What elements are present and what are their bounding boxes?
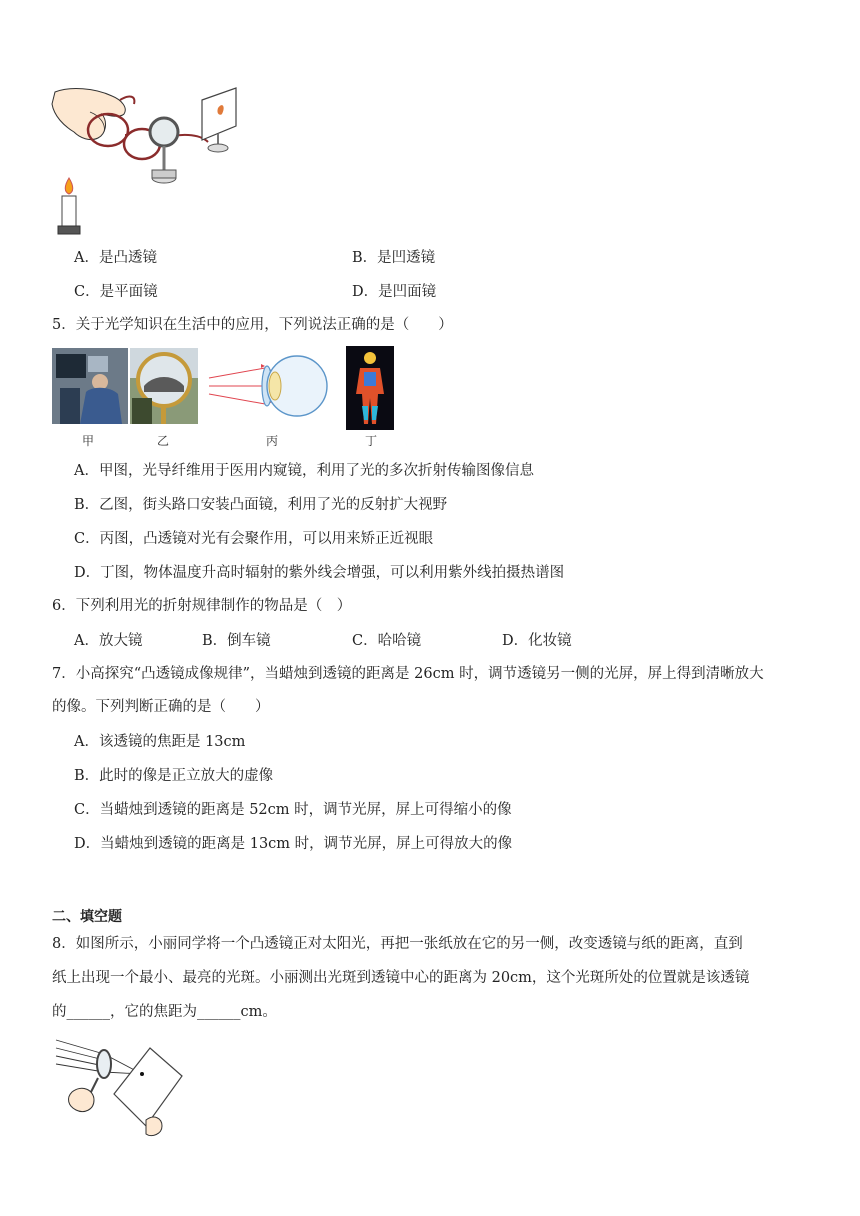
q7-option-d: D．当蜡烛到透镜的距离是 13cm 时，调节光屏，屏上可得放大的像: [74, 836, 513, 852]
q5-option-a: A．甲图，光导纤维用于医用内窥镜，利用了光的多次折射传输图像信息: [74, 463, 534, 479]
q6-option-b: B．倒车镜: [202, 633, 271, 649]
q4-option-b: B．是凹透镜: [352, 250, 436, 266]
q5-stem: 5．关于光学知识在生活中的应用，下列说法正确的是（ ）: [52, 317, 453, 333]
q5-image-jia: [52, 348, 128, 424]
q6-option-c: C．哈哈镜: [352, 633, 422, 649]
q5-caption-yi: 乙: [157, 434, 170, 448]
q8-lens-paper-figure: [54, 1034, 184, 1138]
q8-line3: 的______，它的焦距为______cm。: [52, 1004, 277, 1020]
q5-image-ding: [346, 346, 394, 430]
q4-option-a: A．是凸透镜: [74, 250, 157, 266]
q5-option-b: B．乙图，街头路口安装凸面镜，利用了光的反射扩大视野: [74, 497, 448, 513]
q4-option-c: C．是平面镜: [74, 284, 158, 300]
q7-option-c: C．当蜡烛到透镜的距离是 52cm 时，调节光屏，屏上可得缩小的像: [74, 802, 512, 818]
q6-option-d: D．化妆镜: [502, 633, 572, 649]
q6-option-a: A．放大镜: [74, 633, 143, 649]
q5-image-bing: [205, 350, 335, 422]
q4-option-d: D．是凹面镜: [352, 284, 437, 300]
q6-stem: 6．下列利用光的折射规律制作的物品是（ ）: [52, 598, 352, 614]
q4-experiment-figure: [50, 82, 250, 242]
q5-caption-ding: 丁: [365, 434, 378, 448]
section-title-fill-in: 二、填空题: [52, 909, 122, 925]
q7-stem-line2: 的像。下列判断正确的是（ ）: [52, 699, 270, 715]
q7-option-a: A．该透镜的焦距是 13cm: [74, 734, 246, 750]
q8-line1: 8．如图所示，小丽同学将一个凸透镜正对太阳光，再把一张纸放在它的另一侧，改变透镜与纸的距离，直到: [52, 936, 743, 952]
q7-stem-line1: 7．小高探究“凸透镜成像规律”，当蜡烛到透镜的距离是 26cm 时，调节透镜另一侧的光屏，屏上得到清晰放大: [52, 666, 764, 682]
q8-line2: 纸上出现一个最小、最亮的光斑。小丽测出光斑到透镜中心的距离为 20cm，这个光斑所处的位置就是该透镜: [52, 970, 750, 986]
q5-image-yi: [130, 348, 198, 424]
q5-caption-bing: 丙: [266, 434, 279, 448]
q5-caption-jia: 甲: [82, 434, 95, 448]
q7-option-b: B．此时的像是正立放大的虚像: [74, 768, 274, 784]
q5-option-c: C．丙图，凸透镜对光有会聚作用，可以用来矫正近视眼: [74, 531, 434, 547]
q5-option-d: D．丁图，物体温度升高时辐射的紫外线会增强，可以利用紫外线拍摄热谱图: [74, 565, 565, 581]
